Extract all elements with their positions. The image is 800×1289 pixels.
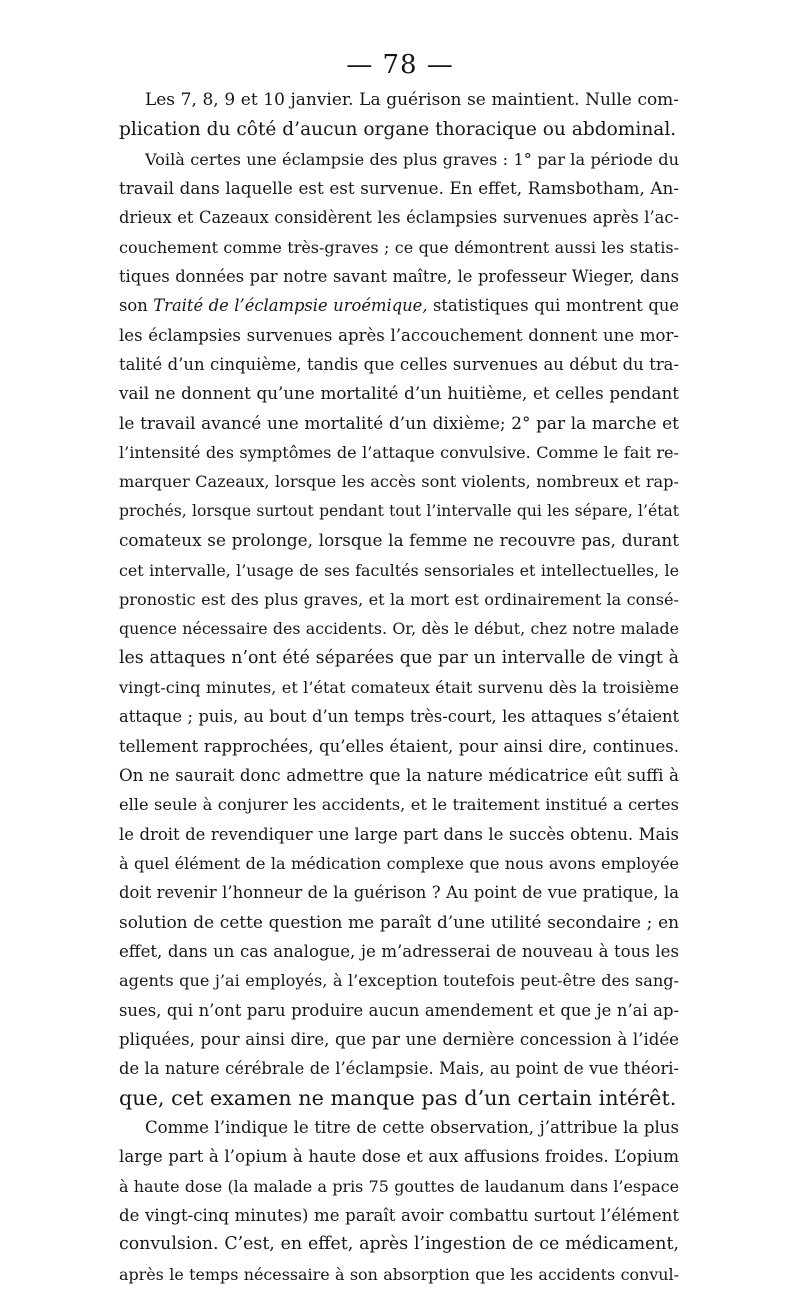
text-line: agents que j’ai employés, à l’exception toutefois peut-être des sang- [119,971,679,991]
body-text [119,86,679,1289]
text-line: effet, dans un cas analogue, je m’adresserai de nouveau à tous les [119,941,679,961]
text-line: à quel élément de la médication complexe que nous avons employée [119,853,679,873]
page-number: — 78 — [346,50,454,80]
text-line: Voilà certes une éclampsie des plus graves : 1° par la période du [145,149,679,169]
text-line: le droit de revendiquer une large part dans le succès obtenu. Mais [119,824,679,844]
text-line: pronostic est des plus graves, et la mort est ordinairement la consé- [119,589,679,609]
text-line: que, cet examen ne manque pas d’un certain intérêt. [119,1085,677,1110]
book-title-italic: Traité de l’éclampsie uroémique, [153,296,428,316]
text-segment: son [119,296,154,316]
text-line: Comme l’indique le titre de cette observation, j’attribue la plus [145,1118,679,1138]
text-line: couchement comme très-graves ; ce que démontrent aussi les statis- [119,237,679,257]
text-line: cet intervalle, l’usage de ses facultés sensoriales et intellectuelles, le [119,560,679,580]
text-line: drieux et Cazeaux considèrent les éclampsies survenues après l’ac- [119,208,679,228]
text-segment: statistiques qui montrent que [427,296,680,316]
text-line: de vingt-cinq minutes) me paraît avoir combattu surtout l’élément [119,1206,679,1226]
text-line: On ne saurait donc admettre que la nature médicatrice eût suffi à [119,765,679,785]
text-line: tiques données par notre savant maître, le professeur Wieger, dans [119,267,679,287]
text-line: les éclampsies survenues après l’accouchement donnent une mor- [119,325,679,345]
text-line: l’intensité des symptômes de l’attaque convulsive. Comme le fait re- [119,443,679,463]
text-line: les attaques n’ont été séparées que par un intervalle de vingt à [119,647,679,668]
text-line: doit revenir l’honneur de la guérison ? Au point de vue pratique, la [119,883,679,903]
text-line: Les 7, 8, 9 et 10 janvier. La guérison se maintient. Nulle com- [145,90,679,110]
text-line: pliquées, pour ainsi dire, que par une dernière concession à l’idée [119,1030,679,1049]
text-line: comateux se prolonge, lorsque la femme ne recouvre pas, durant [119,530,679,551]
text-line: vingt-cinq minutes, et l’état comateux était survenu dès la troisième [119,677,679,697]
text-line: à haute dose (la malade a pris 75 gouttes de laudanum dans l’espace [119,1176,679,1196]
text-line: quence nécessaire des accidents. Or, dès le début, chez notre malade [119,619,679,639]
text-line: plication du côté d’aucun organe thoracique ou abdominal. [119,119,677,141]
text-line: large part à l’opium à haute dose et aux affusions froides. L’opium [119,1147,679,1167]
text-line: marquer Cazeaux, lorsque les accès sont violents, nombreux et rap- [119,472,679,492]
text-line: solution de cette question me paraît d’une utilité secondaire ; en [119,911,679,932]
text-line: prochés, lorsque surtout pendant tout l’intervalle qui les sépare, l’état [119,501,679,520]
text-line: après le temps nécessaire à son absorption que les accidents convul- [119,1264,679,1284]
text-line: travail dans laquelle est est survenue. En effet, Ramsbotham, An- [119,178,679,199]
text-line: tellement rapprochées, qu’elles étaient, pour ainsi dire, continues. [119,736,679,756]
text-line: de la nature cérébrale de l’éclampsie. Mais, au point de vue théori- [119,1059,679,1079]
text-line: le travail avancé une mortalité d’un dixième; 2° par la marche et [119,412,679,433]
text-line: talité d’un cinquième, tandis que celles survenues au début du tra- [119,355,679,375]
text-line: elle seule à conjurer les accidents, et le traitement institué a certes [119,795,679,815]
text-line: sues, qui n’ont paru produire aucun amendement et que je n’ai ap- [119,1000,679,1020]
text-line [119,291,679,320]
text-line: convulsion. C’est, en effet, après l’ingestion de ce médicament, [119,1234,679,1255]
text-line: vail ne donnent qu’une mortalité d’un huitième, et celles pendant [119,383,679,404]
text-line: attaque ; puis, au bout d’un temps très-court, les attaques s’étaient [119,707,679,727]
